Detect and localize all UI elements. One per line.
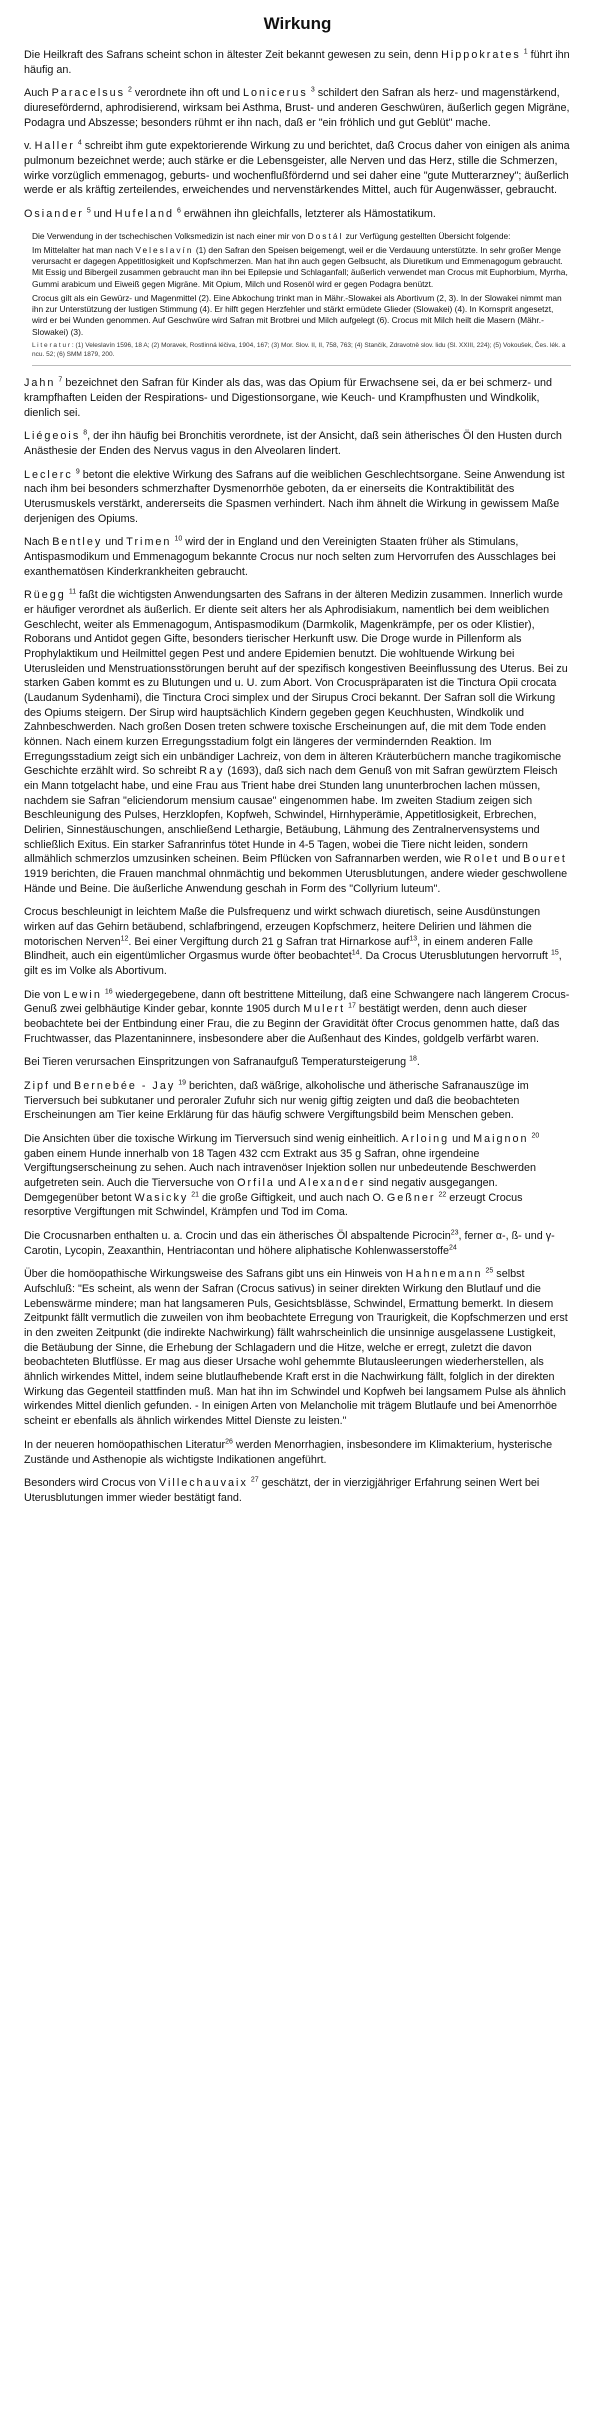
- text-run: v.: [24, 140, 35, 153]
- author-name: Liégeois: [24, 430, 81, 443]
- literature-note: L i t e r a t u r : (1) Veleslavín 1596, 18 A; (2) Moravek, Rostlinná léčiva, 1904, 167; (3) Mor. Slov. II, II, 758, 763; (4) Stančík, Zdravotně slov. lidu (Sl. XXIII, 224); (5) Vokoušek, Čes. lék. a ncu. 52; (6) SMM 1879, 200.: [32, 341, 566, 359]
- main-section: [24, 376, 571, 1505]
- footnote-ref: 23: [450, 1229, 459, 1237]
- author-name: Geßner: [386, 1191, 436, 1204]
- author-name: Wasicky: [134, 1191, 189, 1204]
- footnote-ref: 27: [250, 1476, 259, 1484]
- paragraph-p16: [24, 1267, 571, 1428]
- paragraph-p12: [24, 1055, 571, 1070]
- paragraph-p17: [24, 1438, 571, 1467]
- text-run: faßt die wichtigsten Anwendungsarten des Safrans in der älteren Medizin zusammen. Innerlich wurde er häufiger verordnet als äußerlich. Er diente seit alters her als Aphrodisiakum, namentlich bei dem weiblichen Geschlecht, weiter als Emmenagogum, Antispasmodikum (Darmkolik, Magenkrämpfe, per os oder Klistier), Roborans und Antidot gegen Gifte, besonders tierischer Herkunft usw. Die Droge wurde in Pillenform als Prophylaktikum und Heilmittel gegen Pest und andere Epidemien benutzt. Die wohltuende Wirkung bei Uterusleiden und Menstruationsstörungen beruht auf der spezifisch kongestiven Beeinflussung des Uterus. Bei zu starken Gaben kommt es zu Blutungen und u. U. zum Abort. Von Crocuspräparaten ist die Tinctura Opii crocata (Laudanum Sydenhami), die Tinctura Croci simplex und der Sirupus Croci bekannt. Der Safran soll die Wirkung des Opiums steigern. Der Sirup wird hauptsächlich Kindern gegeben gegen Keuchhusten, Windkolik und Zahnbeschwerden. Nach großen Dosen treten schwere toxische Erscheinungen auf, die mit dem Tode enden können. Nach einem kurzen Erregungsstadium folgt ein längeres der vermindernden Reaktion. Im Erregungsstadium zeigt sich ein unbändiger Lachreiz, von dem in älteren Kräuterbüchern manche tragikomische Geschichte erzählt wird. So schreibt: [24, 589, 568, 778]
- footnote-ref: 13: [409, 935, 418, 943]
- text-run: schreibt ihm gute expektorierende Wirkung zu und berichtet, daß Crocus daher von einigen als anima pulmonum bezeichnet werde; auch stärke er die Lebensgeister, alle Nerven und das Herz, stille die Schmerzen, wirke vorzüglich emmenagog, geburts- und wochenflußfördernd und sei daher eine "gute Mutterarzney"; äußerlich werde er als kräftig zerteilendes, erweichendes und nervenstärkendes Mittel, auch für Augenwässer, gebraucht.: [24, 140, 570, 197]
- text-run: 1919 berichten, die Frauen manchmal ohnmächtig und bekommen Uterusblutungen, andere wieder geschwollene Hände und Beine. Die äußerliche Anwendung geschah in Form des "Collyrium luteum".: [24, 867, 568, 895]
- footnote-ref: 26: [225, 1438, 233, 1446]
- author-name: Veleslavín: [135, 244, 194, 255]
- author-name: Hufeland: [114, 208, 174, 221]
- text-run: und: [90, 208, 115, 221]
- author-name: Zipf: [24, 1080, 50, 1093]
- footnote-ref: 24: [448, 1244, 457, 1252]
- footnote-ref: 12: [120, 935, 129, 943]
- text-run: berichten, daß wäßrige, alkoholische und ätherische Safranauszüge im Tierversuch bei subkutaner und peroraler Zufuhr sich nur wenig giftig zeigten und daß die beobachteten Erscheinungen am Tier keine Erklärung für das häufig schwere Vergiftungsbild beim Menschen geben.: [24, 1080, 529, 1122]
- author-name: Bernebée - Jay: [74, 1080, 176, 1093]
- author-name: Villechauvaix: [159, 1477, 248, 1490]
- paragraph-p15: [24, 1229, 571, 1258]
- author-name: Paracelsus: [51, 87, 126, 100]
- author-name: Trimen: [126, 536, 172, 549]
- text-run: führt ihn häufig an.: [24, 49, 570, 76]
- paragraph-p8: [24, 535, 571, 579]
- text-run: betont die elektive Wirkung des Safrans auf die weiblichen Geschlechtsorgane. Seine Anwendung ist nach ihm bei besonders schmerzhafter Dysmenorrhöe geboten, da er einerseits die Kontraktibilität des Uterusmuskels verstärkt, andererseits die Spasmen verhindert. Nach ihm ähnelt die Wirkung in gewissem Maße derjenigen des Opiums.: [24, 468, 565, 525]
- author-name: Jahn: [24, 377, 56, 390]
- author-name: Leclerc: [24, 468, 73, 481]
- author-name: Lewin: [63, 988, 102, 1001]
- text-run: sind negativ ausgegangen. Demgegenüber betont: [24, 1177, 498, 1204]
- text-run: Crocus gilt als ein Gewürz- und Magenmittel (2). Eine Abkochung trinkt man in Mähr.-Slowakei als Abortivum (2, 3). In der Slowakei nimmt man ihn zur Unterstützung der lustigen Stimmung (4). Er hilft gegen Herzfehler und stärkt ermüdete Glieder (Slowakei) (4). In Kornsprit angesetzt, wird er bei Wunden genommen. Auf Geschwüre wird Safran mit Brotbrei und Milch aufgelegt (6). Crocus mit Milch heilt die Masern (Mähr.-Slowakei) (3).: [32, 292, 562, 337]
- footnote-ref: 14: [351, 949, 360, 957]
- text-run: schildert den Safran als herz- und magenstärkend, diuresefördernd, aphrodisierend, wirksam bei Asthma, Brust- und anderen Geschwüren, äußerlich gegen Migräne, Podagra und Abszesse; besonders rühmt er ihn nach, daß er "ein fröhlich und gut Geblüt" mache.: [24, 87, 570, 129]
- footnote-ref: 25: [485, 1267, 494, 1275]
- text-run: , gilt es im Volke als Abortivum.: [24, 950, 562, 978]
- paragraph-p11: [24, 988, 571, 1047]
- folk-medicine-box: [24, 231, 571, 366]
- footnote-ref: 8: [83, 429, 88, 437]
- paragraph-p2: [24, 86, 571, 130]
- author-name: Rüegg: [24, 589, 66, 602]
- author-name: Osiander: [24, 208, 84, 221]
- author-name: Hahnemann: [405, 1268, 483, 1281]
- text-run: und: [449, 1133, 474, 1146]
- footnote-ref: 15: [550, 949, 559, 957]
- paragraph-p3: [24, 139, 571, 198]
- author-name: Lonicerus: [242, 87, 308, 100]
- intro-section: [24, 48, 571, 222]
- text-run: erzeugt Crocus resorptive Vergiftungen mit Schwindel, Krämpfen und Tod im Coma.: [24, 1191, 523, 1219]
- text-run: Nach: [24, 536, 53, 549]
- footnote-ref: 18: [409, 1055, 417, 1063]
- text-run: . Da Crocus Uterusblutungen hervorruft: [359, 950, 551, 963]
- paragraph-p5: [24, 376, 571, 420]
- author-name: Arloing: [401, 1133, 450, 1146]
- footnote-ref: 4: [77, 139, 82, 147]
- text-run: und: [50, 1080, 75, 1093]
- text-run: Über die homöopathische Wirkungsweise des Safrans gibt uns ein Hinweis von: [24, 1268, 406, 1281]
- text-run: gaben einem Hunde innerhalb von 18 Tagen 432 ccm Extrakt aus 35 g Safran, ohne irgendeine Vergiftungserscheinung zu sehen. Auch nach intravenöser Injektion sollen nur unbedeutende Beschwerden aufgetreten sein. Auch die Tierversuche von: [24, 1147, 537, 1190]
- text-run: und: [274, 1177, 299, 1190]
- text-run: (1693), daß sich nach dem Genuß von mit Safran gewürztem Fleisch ein Mann totgelacht habe, und eine Frau aus Trient habe drei Stunden lang ununterbrochen lachen müssen, nachdem sie Safran "eliciendorum mensium causae" eingenommen habe. Im zweiten Stadium zeigen sich Beschleunigung des Pulses, Herzklopfen, Kopfweh, Schwindel, Hirnhyperämie, Appetitlosigkeit, Erbrechen, Delirien, Sinnestäuschungen, anschließend Lethargie, Betäubung, Lähmung des Zentralnervensystems und schließlich Exitus. Ein starker Safranrinfus tötet Hunde in 4-5 Tagen, wobei die Tiere nicht leiden, sondern allmählich schmerzlos umzusinken scheinen. Beim Pflücken von Safrannarben werden, wie: [24, 765, 558, 866]
- text-run: , ferner α-, ß- und γ-Carotin, Lycopin, Zeaxanthin, Hentriacontan und höhere aliphatische Kohlenwasserstoffe: [24, 1230, 555, 1257]
- author-name: Hippokrates: [441, 49, 521, 61]
- text-run: und: [499, 853, 524, 866]
- text-run: , der ihn häufig bei Bronchitis verordnete, ist der Ansicht, daß sein ätherisches Öl den Husten durch Anästhesie der Enden des Nervus vagus in den Alveolaren lindert.: [24, 430, 562, 457]
- footnote-ref: 19: [178, 1079, 187, 1087]
- text-run: Die Verwendung in der tschechischen Volksmedizin ist nach einer mir von: [32, 230, 308, 241]
- text-run: und: [102, 536, 127, 549]
- paragraph-p9: [24, 588, 571, 896]
- text-run: In der neueren homöopathischen Literatur: [24, 1438, 226, 1451]
- footnote-ref: 7: [58, 376, 63, 384]
- text-run: . Bei einer Vergiftung durch 21 g Safran trat Hirnarkose auf: [128, 935, 410, 948]
- text-run: werden Menorrhagien, insbesondere im Klimakterium, hysterische Zustände und Asthenopie als wichtigste Indikationen angeführt.: [24, 1438, 553, 1466]
- paragraph-p1: [24, 48, 571, 77]
- footnote-ref: 20: [531, 1132, 540, 1140]
- footnote-ref: 22: [438, 1191, 447, 1199]
- author-name: Bentley: [52, 536, 103, 549]
- text-run: die große Giftigkeit, und auch nach O.: [199, 1191, 387, 1204]
- paragraph-p4: [24, 207, 571, 222]
- footnote-ref: 16: [104, 988, 113, 996]
- folk-medicine-text: [32, 231, 571, 338]
- text-run: Besonders wird Crocus von: [24, 1477, 160, 1490]
- footnote-ref: 5: [86, 207, 91, 215]
- text-run: .: [416, 1056, 420, 1069]
- footnote-ref: 17: [348, 1002, 356, 1010]
- author-name: Ray: [199, 765, 225, 778]
- paragraph-p10: [24, 905, 571, 978]
- text-run: Im Mittelalter hat man nach: [32, 244, 136, 255]
- text-run: Bei Tieren verursachen Einspritzungen von Safranaufguß Temperatursteigerung: [24, 1056, 410, 1069]
- author-name: Alexander: [298, 1177, 366, 1190]
- text-run: (1) den Safran den Speisen beigemengt, weil er die Verdauung unterstützte. In sehr großer Menge verursacht er dagegen Appetitlosigkeit und Kopfschmerzen. Man hat ihn auch gegen Gelbsucht, als Diuretikum und Emmenagogum gebraucht. Mit Essig und Bibergeil zusammen gebraucht man ihn bei Epilepsie und Schlaganfall; äußerlich verwendet man Crocus mit Euphorbium, Myrrha, Gummi arabicum und Eiweiß gegen Migräne. Mit Opium, Milch und Rosenöl wird er gegen Podagra benützt.: [32, 244, 568, 289]
- text-run: Die Ansichten über die toxische Wirkung im Tierversuch sind wenig einheitlich.: [24, 1133, 402, 1146]
- author-name: Orfila: [237, 1177, 275, 1190]
- footnote-ref: 9: [75, 467, 80, 475]
- paragraph-p14: [24, 1132, 571, 1220]
- author-name: Haller: [34, 140, 75, 153]
- paragraph-b3: [32, 293, 571, 338]
- text-run: wiedergegebene, dann oft bestrittene Mitteilung, daß eine Schwangere nach längerem Crocus-Genuß zwei gelbhäutige Kinder gebar, konnte 1905 durch: [24, 988, 570, 1016]
- text-run: verordnete ihn oft und: [131, 87, 243, 100]
- author-name: Dostál: [307, 230, 344, 241]
- footnote-ref: 6: [176, 207, 181, 215]
- text-run: geschätzt, der in vierzigjähriger Erfahrung seinen Wert bei Uterusblutungen immer wieder bestätigt fand.: [24, 1477, 540, 1504]
- footnote-ref: 11: [68, 588, 77, 596]
- paragraph-p18: [24, 1476, 571, 1505]
- text-run: Crocus beschleunigt in leichtem Maße die Pulsfrequenz und wirkt schwach diuretisch, seine Ausdünstungen wirken auf das Gehirn betäubend, schlafbringend, erzeugen Kopfschmerz, heitere Delirien und lähmen die motorischen Nerven: [24, 906, 541, 948]
- text-run: selbst Aufschluß: "Es scheint, als wenn der Safran (Crocus sativus) in seiner direkten Wirkung den Blutlauf und die Lebenswärme mindere; man hat langsameren Puls, Gesichtsblässe, Schwindel, Ermattung bemerkt. In diesem Zeitpunkt fällt vermutlich die zuweilen von ihm beobachtete Erregung von Traurigkeit, die Kopfschmerzen und erst in den zweiten Zeitpunkt (die indirekte Nachwirkung) fällt wahrscheinlich die unsinnige ausgelassene Lustigkeit, die Betäubung der Sinne, die Erhebung der Schlagadern und die Hitze, welche er erregt, zuletzt die davon beobachteten Blutflüsse. Er mag aus dieser Ursache wohl gehemmte Blutausleerungen wiederherstellen, als ähnlich wirkendes Mittel, indem seine blutlaufhebende Kraft erst in die Nachwirkung fällt, folglich in der direkten Wirkung das Gegenteil stattfinden muß. Man hat ihn im Schwindel und Kopfweh bei langsamem Pulse als ähnlich wirkendes Mittel dienlich gefunden. - In einigen Arten von Melancholie mit trägem Blutlaufe und bei Amenorrhöe scheint er ebenfalls als ähnlich wirkendes Mittel Dienste zu leisten.": [24, 1268, 568, 1428]
- text-run: Die Crocusnarben enthalten u. a. Crocin und das ein ätherisches Öl abspaltende Picrocin: [24, 1230, 451, 1243]
- footnote-ref: 21: [191, 1191, 200, 1199]
- text-run: , in einem anderen Falle Blindheit, auch ein eigentümlicher Orgasmus wurde öfter beobachtet: [24, 935, 533, 963]
- text-run: Die Heilkraft des Safrans scheint schon in ältester Zeit bekannt gewesen zu sein, denn: [24, 49, 442, 61]
- box-divider: [32, 365, 571, 366]
- author-name: Mulert: [303, 1003, 346, 1016]
- footnote-ref: 2: [128, 86, 132, 94]
- text-run: Die von: [24, 988, 64, 1001]
- author-name: Rolet: [463, 853, 500, 866]
- text-run: wird der in England und den Vereinigten Staaten früher als Stimulans, Antispasmodikum und Emmenagogum bekannte Crocus nur noch selten zum Hervorrufen des Ausschlages bei exanthematösen Kinderkrankheiten gebraucht.: [24, 536, 556, 578]
- text-run: erwähnen ihn gleichfalls, letzterer als Hämostatikum.: [180, 208, 436, 221]
- paragraph-b1: [32, 231, 571, 242]
- page-title: Wirkung: [263, 14, 332, 33]
- author-name: Maignon: [473, 1133, 529, 1146]
- footnote-ref: 10: [174, 535, 183, 543]
- footnote-ref: 3: [310, 86, 315, 94]
- paragraph-b2: [32, 245, 571, 290]
- footnote-ref: 1: [523, 48, 528, 56]
- text-run: Auch: [24, 87, 52, 100]
- paragraph-p7: [24, 468, 571, 527]
- paragraph-p13: [24, 1079, 571, 1123]
- text-run: bestätigt werden, denn auch dieser beobachtete bei der Entbindung einer Frau, die zu Beginn der Gravidität öfter Crocus genommen hatte, daß das Fruchtwasser, das Plazentaninnere, insbesondere aber die Außenhaut des Kindes, goldgelb verfärbt waren.: [24, 1003, 560, 1045]
- author-name: Bouret: [523, 853, 567, 866]
- paragraph-p6: [24, 429, 571, 458]
- text-run: zur Verfügung gestellten Übersicht folgende:: [343, 230, 511, 241]
- text-run: bezeichnet den Safran für Kinder als das, was das Opium für Erwachsene sei, da er bei schmerz- und krampfhaften Leiden der Respirations- und Digestionsorgane, wie Keuch- und Krampfhusten und Windkolik, dienlich sei.: [24, 377, 553, 419]
